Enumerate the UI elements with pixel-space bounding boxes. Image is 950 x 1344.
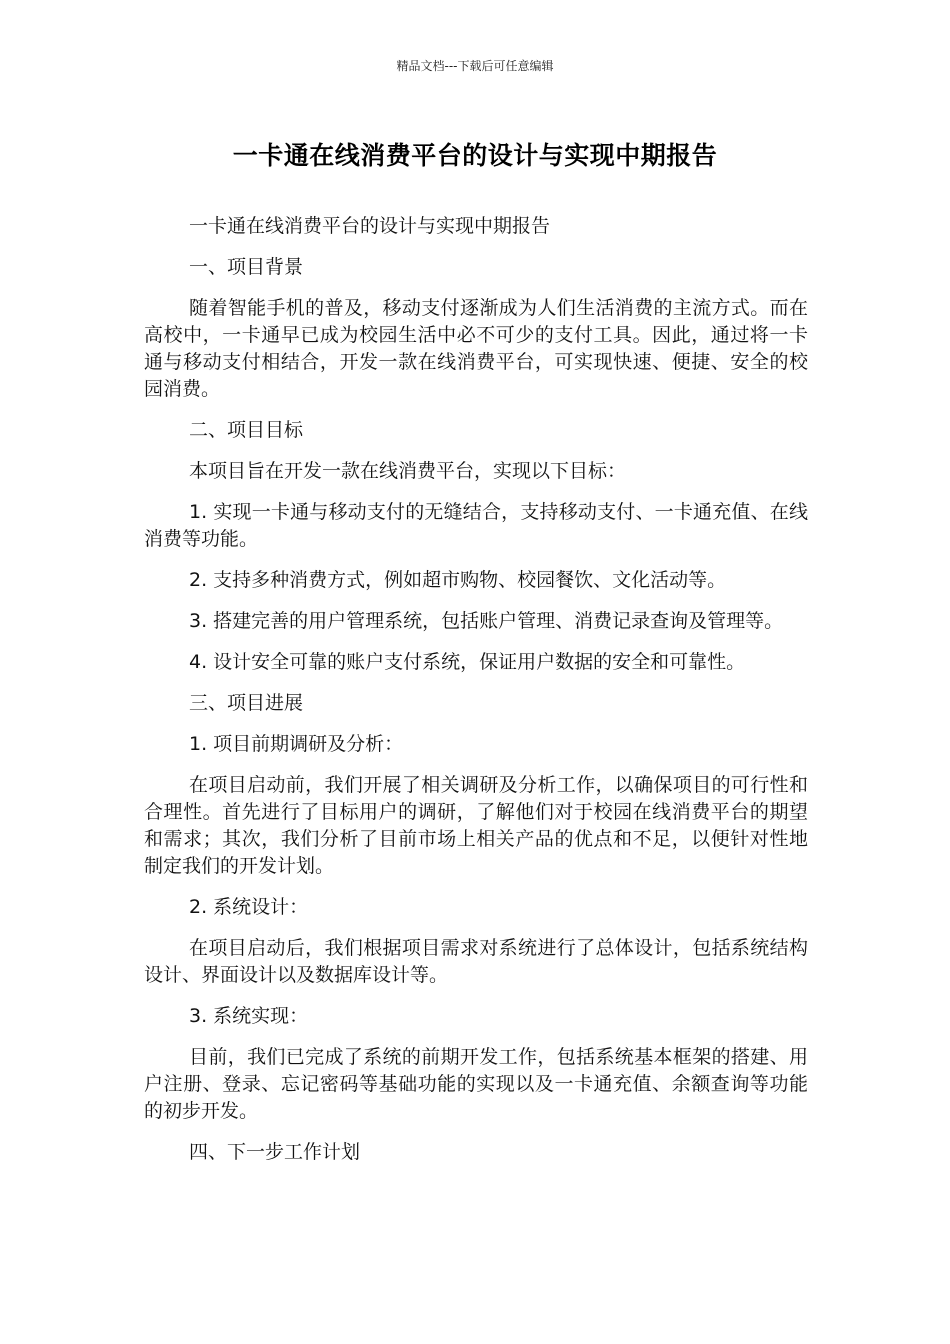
heading-project-background: 一、项目背景	[189, 256, 304, 278]
progress-item-1-heading: 1. 项目前期调研及分析：	[189, 733, 404, 755]
paragraph-subtitle: 一卡通在线消费平台的设计与实现中期报告	[189, 215, 551, 237]
goal-item-2: 2. 支持多种消费方式，例如超市购物、校园餐饮、文化活动等。	[189, 569, 727, 591]
goal-item-1: 1. 实现一卡通与移动支付的无缝结合，支持移动支付、一卡通充值、在线消费等功能。	[144, 501, 808, 550]
page-header: 精品文档---下载后可任意编辑	[396, 59, 554, 73]
paragraph-goals-intro: 本项目旨在开发一款在线消费平台，实现以下目标：	[189, 460, 627, 482]
paragraph-system-design: 在项目启动后，我们根据项目需求对系统进行了总体设计，包括系统结构设计、界面设计以及数据库设计等。	[144, 937, 808, 986]
goal-item-3: 3. 搭建完善的用户管理系统，包括账户管理、消费记录查询及管理等。	[189, 610, 784, 632]
heading-project-progress: 三、项目进展	[189, 692, 304, 714]
document-title: 一卡通在线消费平台的设计与实现中期报告	[232, 141, 718, 170]
goal-item-4: 4. 设计安全可靠的账户支付系统，保证用户数据的安全和可靠性。	[189, 651, 746, 673]
heading-next-steps: 四、下一步工作计划	[189, 1141, 361, 1163]
heading-project-goals: 二、项目目标	[189, 419, 304, 441]
paragraph-research: 在项目启动前，我们开展了相关调研及分析工作，以确保项目的可行性和合理性。首先进行了目标用户的调研，了解他们对于校园在线消费平台的期望和需求；其次，我们分析了目前市场上相关产品的优点和不足，以便针对性地制定我们的开发计划。	[144, 774, 808, 877]
paragraph-background: 随着智能手机的普及，移动支付逐渐成为人们生活消费的主流方式。而在高校中，一卡通早已成为校园生活中必不可少的支付工具。因此，通过将一卡通与移动支付相结合，开发一款在线消费平台，可实现快速、便捷、安全的校园消费。	[144, 297, 808, 400]
progress-item-3-heading: 3. 系统实现：	[189, 1005, 309, 1027]
document-body	[144, 213, 808, 1180]
progress-item-2-heading: 2. 系统设计：	[189, 896, 309, 918]
paragraph-system-implementation: 目前，我们已完成了系统的前期开发工作，包括系统基本框架的搭建、用户注册、登录、忘记密码等基础功能的实现以及一卡通充值、余额查询等功能的初步开发。	[144, 1046, 808, 1122]
